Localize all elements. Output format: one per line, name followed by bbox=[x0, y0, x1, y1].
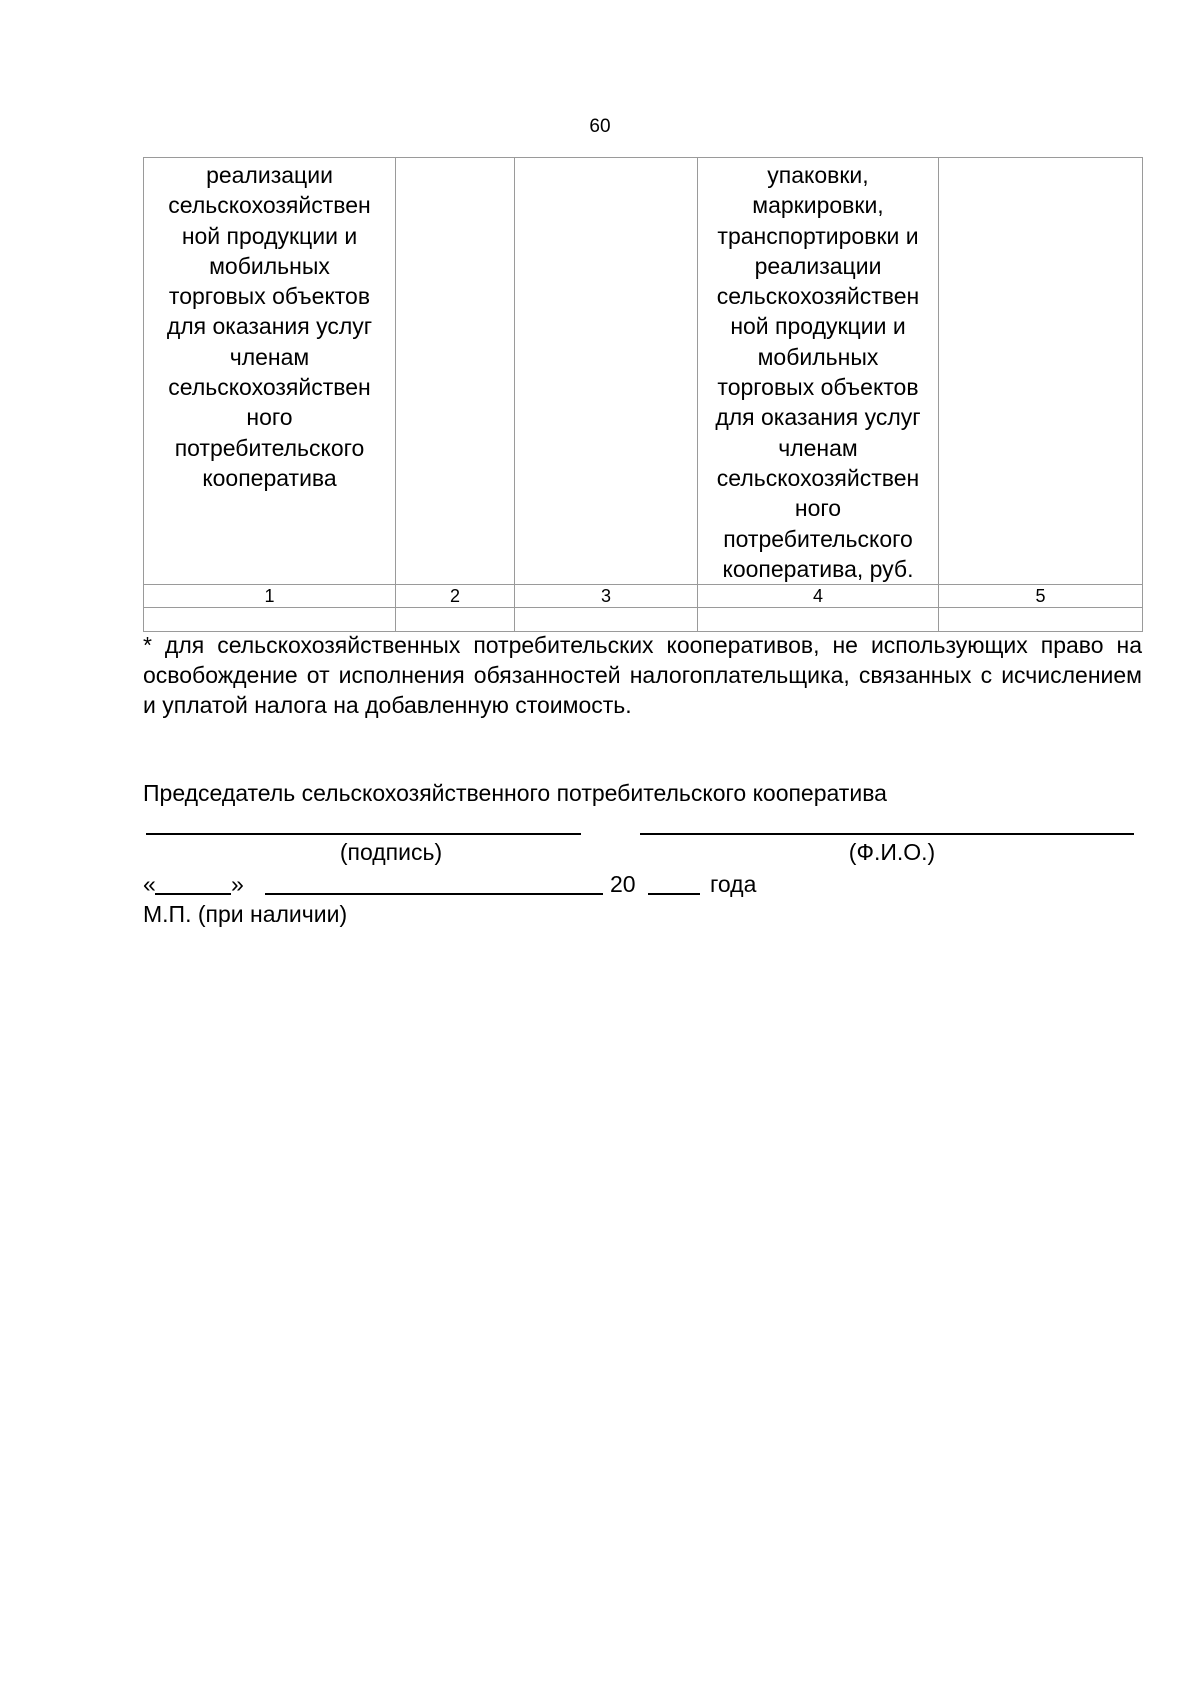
table-cell bbox=[515, 608, 698, 632]
signature-line bbox=[146, 833, 581, 835]
table-data-row bbox=[144, 608, 1143, 632]
table-header-cell: реализации сельскохозяйствен ной продукции и мобильных торговых объектов для оказания услуг членам сельскохозяйствен ного потребительского кооператива bbox=[144, 158, 396, 585]
table-header-row bbox=[144, 158, 1143, 585]
column-number: 2 bbox=[396, 585, 515, 608]
table-header-cell: упаковки, маркировки, транспортировки и реализации сельскохозяйствен ной продукции и мобильных торговых объектов для оказания услуг членам сельскохозяйствен ного потребительского кооператива, руб. bbox=[698, 158, 939, 585]
stamp-note: М.П. (при наличии) bbox=[143, 901, 348, 927]
column-number: 1 bbox=[144, 585, 396, 608]
name-caption: (Ф.И.О.) bbox=[848, 839, 936, 865]
name-line bbox=[640, 833, 1134, 835]
table-column-number-row bbox=[144, 585, 1143, 608]
month-blank bbox=[265, 869, 603, 895]
table-cell bbox=[396, 608, 515, 632]
table-cell bbox=[698, 608, 939, 632]
table-cell bbox=[939, 608, 1143, 632]
table-header-cell bbox=[396, 158, 515, 585]
date-row bbox=[143, 869, 843, 899]
table-header-cell bbox=[515, 158, 698, 585]
date-close-quote: » bbox=[231, 871, 244, 897]
year-prefix: 20 bbox=[610, 871, 636, 897]
year-suffix: года bbox=[710, 871, 757, 897]
page-number: 60 bbox=[589, 116, 611, 137]
footnote: * для сельскохозяйственных потребительских кооперативов, не использующих право на освобождение от исполнения обязанностей налогоплательщика, связанных с исчислением и уплатой налога на добавленную стоимость. bbox=[143, 632, 1142, 718]
day-blank bbox=[155, 869, 231, 895]
chairman-label: Председатель сельскохозяйственного потребительского кооператива bbox=[143, 780, 887, 806]
table-cell bbox=[144, 608, 396, 632]
signature-caption: (подпись) bbox=[339, 839, 443, 865]
year-blank bbox=[648, 869, 700, 895]
report-table bbox=[143, 157, 1143, 632]
date-open-quote: « bbox=[143, 871, 156, 897]
column-number: 4 bbox=[698, 585, 939, 608]
table-header-cell bbox=[939, 158, 1143, 585]
column-number: 3 bbox=[515, 585, 698, 608]
column-number: 5 bbox=[939, 585, 1143, 608]
